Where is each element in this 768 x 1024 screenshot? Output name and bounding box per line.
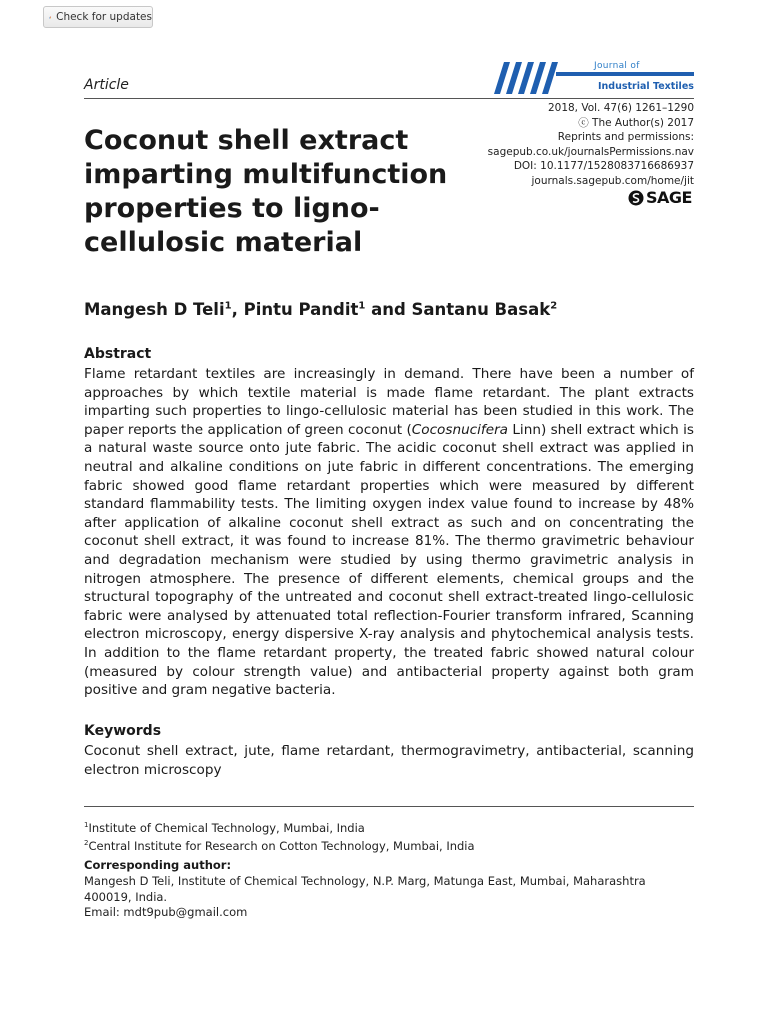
affiliation-mark: 1 — [84, 821, 89, 829]
citation-volume: 2018, Vol. 47(6) 1261–1290 — [547, 102, 694, 114]
affiliation-item — [84, 818, 475, 836]
corresponding-author-details — [84, 874, 694, 921]
journal-homepage-link[interactable]: journals.sagepub.com/home/jit — [531, 174, 694, 187]
copyright-line: ⓒ The Author(s) 2017 — [578, 116, 694, 129]
header-divider — [84, 98, 694, 99]
species-name: Cocosnucifera — [411, 421, 508, 438]
author-affiliation-mark: 2 — [550, 300, 558, 312]
corresponding-email[interactable]: Email: mdt9pub@gmail.com — [84, 905, 248, 919]
keywords-heading: Keywords — [84, 723, 162, 739]
journal-logo — [494, 58, 694, 96]
title-line: properties to ligno- — [84, 193, 380, 224]
journal-name-line2: Industrial Textiles — [598, 81, 694, 92]
sage-swirl-icon — [628, 190, 644, 206]
abstract-heading: Abstract — [84, 346, 152, 362]
title-line: Coconut shell extract — [84, 125, 409, 156]
journal-stripes-icon — [494, 62, 564, 94]
author-list — [84, 300, 557, 319]
reprints-label: Reprints and permissions: — [557, 131, 694, 143]
abstract-text — [84, 365, 694, 700]
crossmark-icon — [49, 10, 51, 25]
affiliations — [84, 818, 475, 854]
affiliation-text: Institute of Chemical Technology, Mumbai, India — [88, 820, 365, 835]
check-for-updates-label: Check for updates — [56, 11, 152, 23]
author-name[interactable]: Santanu Basak — [411, 300, 551, 319]
journal-bar — [556, 72, 694, 76]
footnote-divider — [84, 806, 694, 807]
author-affiliation-mark: 1 — [224, 300, 232, 312]
corresponding-author-heading: Corresponding author: — [84, 858, 232, 872]
title-line: cellulosic material — [84, 227, 363, 258]
affiliation-mark: 2 — [84, 838, 89, 847]
check-for-updates-button[interactable] — [43, 6, 153, 28]
author-name[interactable]: Mangesh D Teli — [84, 300, 225, 319]
author-separator: and — [365, 300, 412, 319]
author-name[interactable]: Pintu Pandit — [243, 300, 359, 319]
title-line: imparting multifunction — [84, 159, 448, 190]
article-title — [84, 124, 464, 260]
corresponding-address: Mangesh D Teli, Institute of Chemical Technology, N.P. Marg, Matunga East, Mumbai, Maharashtra 400019, India. — [84, 874, 646, 904]
permissions-link[interactable]: sagepub.co.uk/journalsPermissions.nav — [487, 145, 694, 158]
author-separator: , — [231, 300, 244, 319]
article-type-label: Article — [84, 77, 129, 93]
journal-name-line1: Journal of — [594, 61, 640, 71]
keywords-text: Coconut shell extract, jute, flame retardant, thermogravimetry, antibacterial, scanning electron microscopy — [84, 743, 694, 778]
citation-metadata — [488, 101, 694, 188]
abstract-text-part: Flame retardant textiles are increasingly in demand. There have been a number of approaches by which textile material is made flame retardant. The plant extracts imparting such properties to lingo-cellulosic material has been studied in this work. The paper reports the application of green coconut ( — [84, 366, 694, 438]
abstract-text-part: Linn) shell extract which is a natural waste source onto jute fabric. The acidic coconut shell extract was applied in neutral and alkaline conditions on jute fabric in different concentrations. The emerging fabric showed good flame retardant properties which were measured by different standard flammability tests. The limiting oxygen index value found to increase by 48% after application of alkaline coconut shell extract as such and on concentrating the coconut shell extract, it was found to increase 81%. The thermo gravimetric behaviour and degradation mechanism were studied by using thermo gravimetric analysis in nitrogen atmosphere. The presence of different elements, chemical groups and the structural topography of the untreated and coconut shell extract-treated lingo-cellulosic fabric were analysed by attenuated total reflection-Fourier transform infrared, Scanning electron microscopy, energy dispersive X-ray analysis and phytochemical analysis tests. In addition to the flame retardant property, the treated fabric showed natural colour (measured by colour strength value) and antibacterial property against both gram positive and gram negative bacteria. — [84, 421, 694, 699]
doi-link[interactable]: DOI: 10.1177/1528083716686937 — [513, 160, 694, 172]
affiliation-item — [84, 836, 475, 854]
author-affiliation-mark: 1 — [358, 300, 366, 312]
publisher-name: SAGE — [646, 188, 692, 207]
affiliation-text: Central Institute for Research on Cotton Technology, Mumbai, India — [88, 838, 475, 853]
publisher-logo — [628, 188, 692, 207]
